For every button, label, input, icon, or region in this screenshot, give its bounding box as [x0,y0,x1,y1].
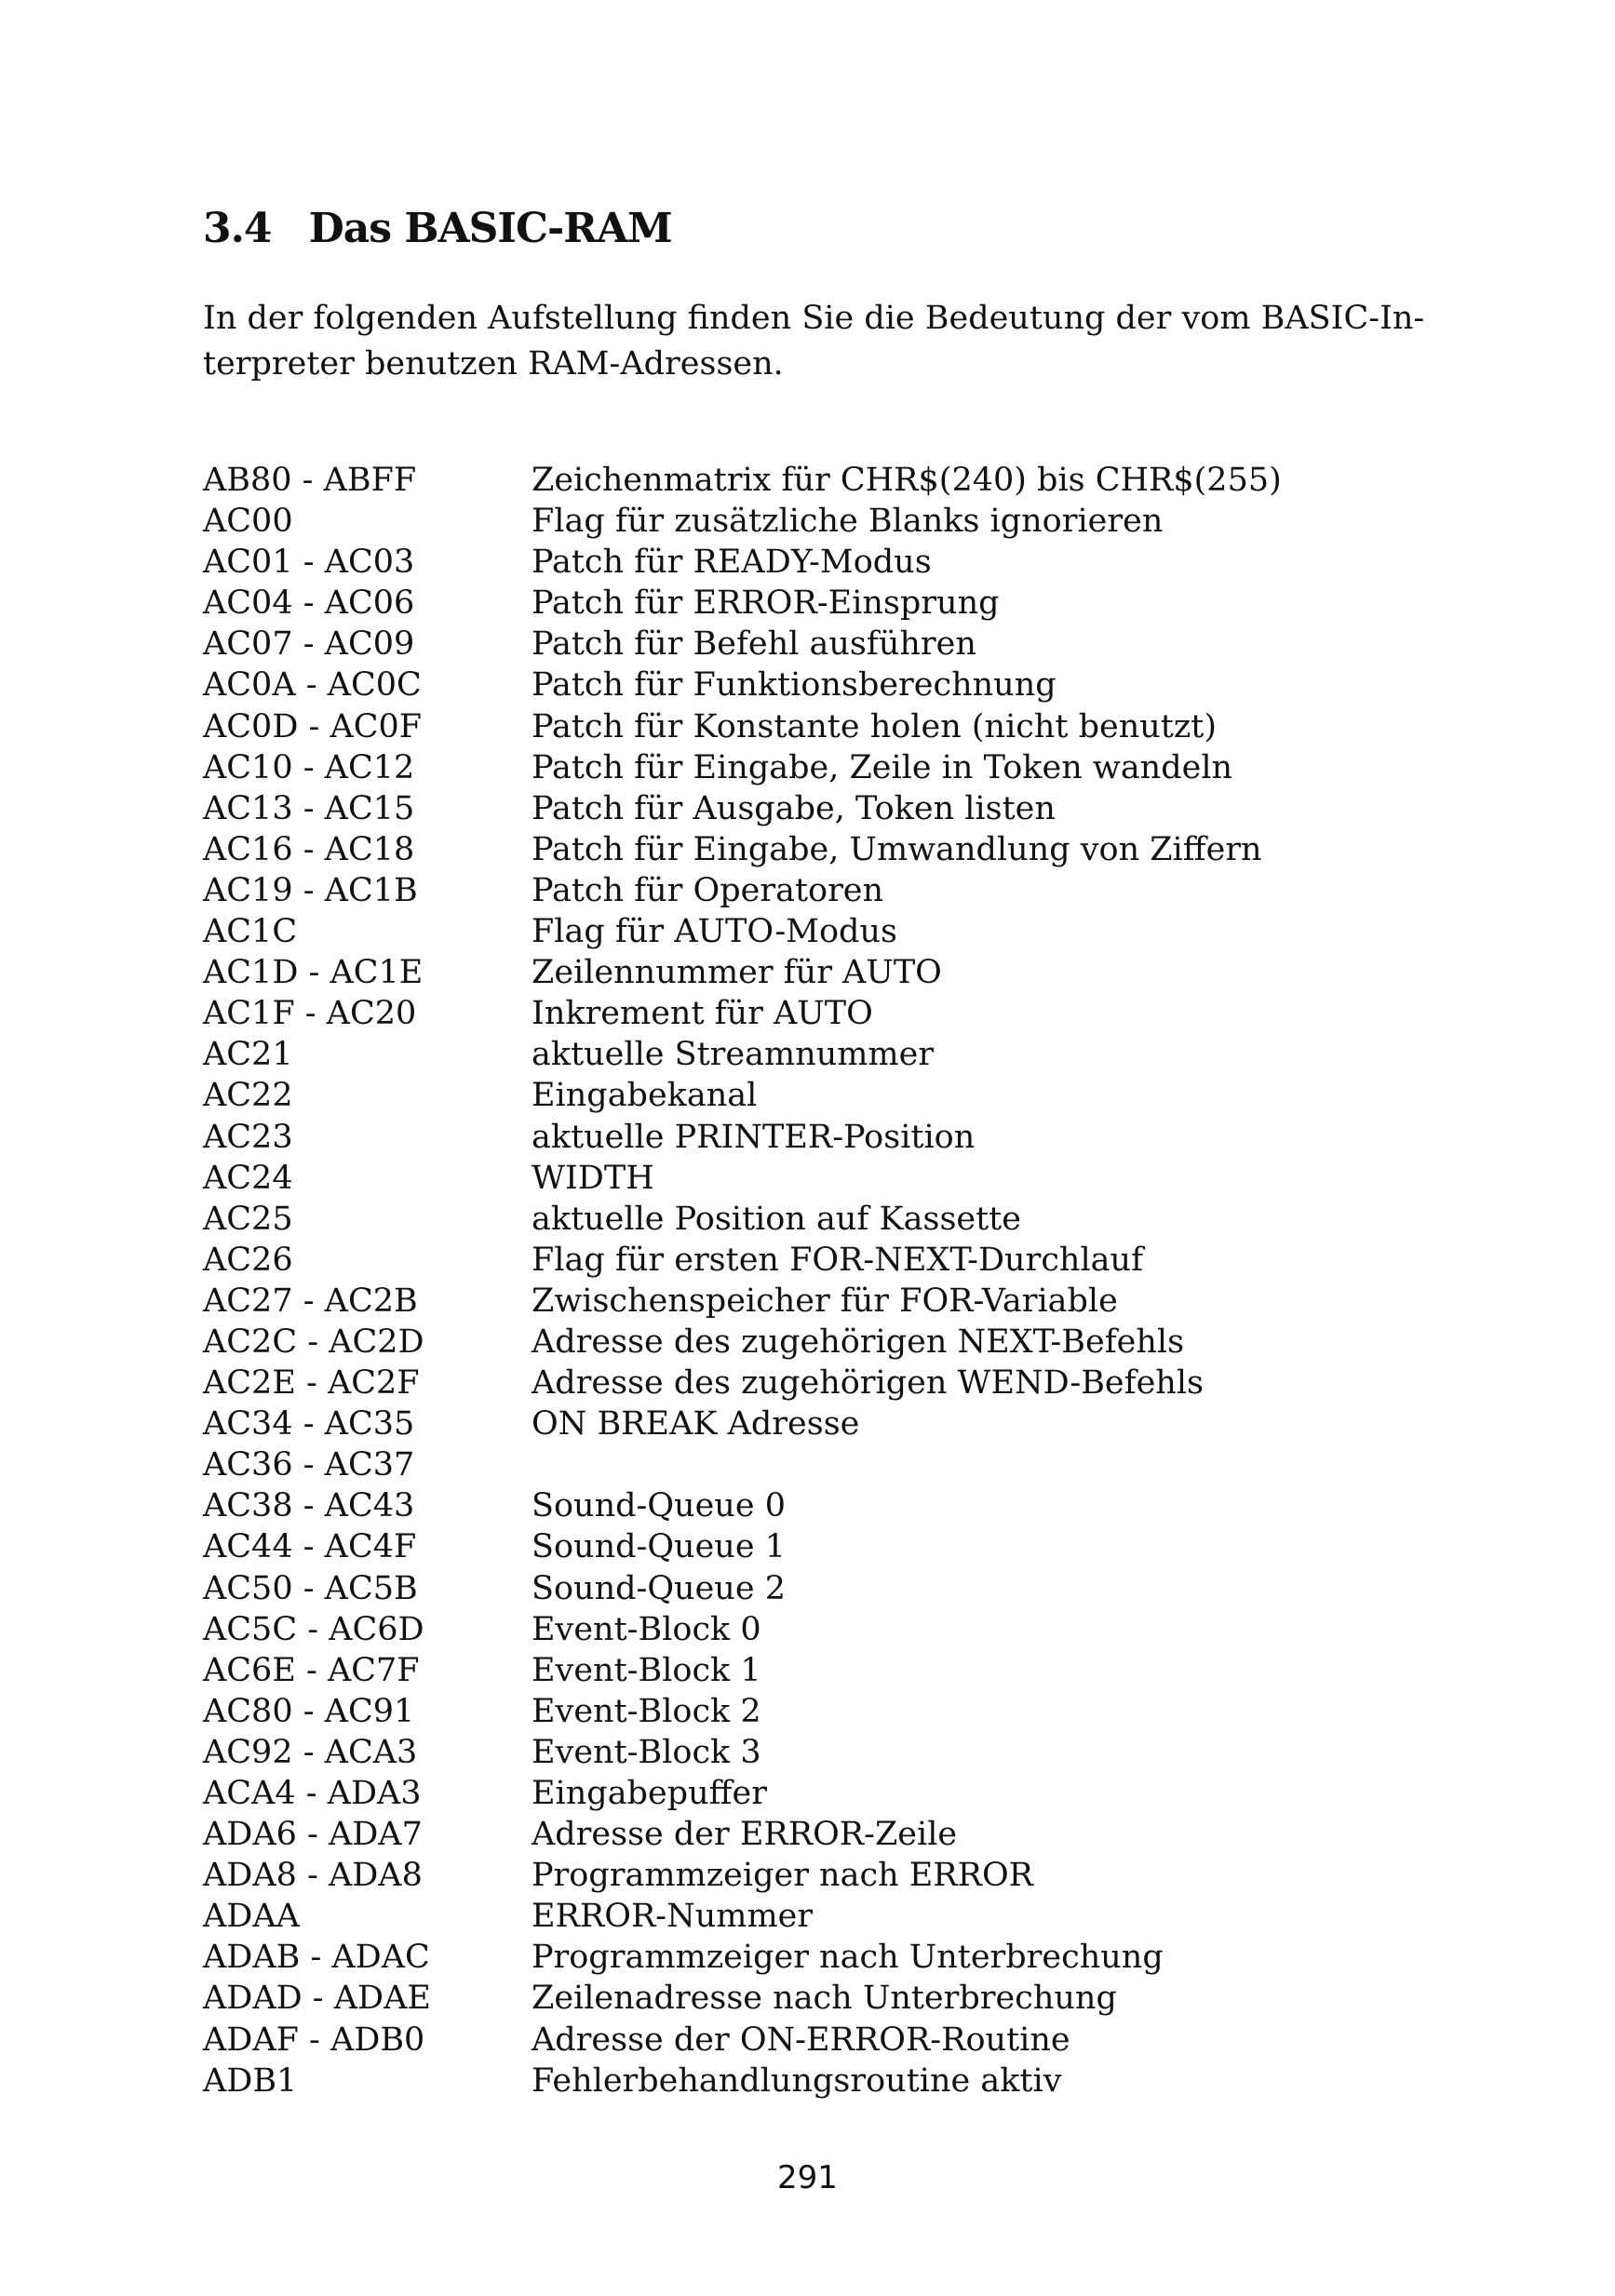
address-range: AC21 [203,1036,293,1074]
address-range: AC22 [203,1077,293,1115]
address-range: AC1F - AC20 [203,995,417,1033]
table-row [203,1855,1413,1896]
address-description: WIDTH [532,1159,654,1197]
address-range: AC07 - AC09 [203,625,415,664]
address-range: AC38 - AC43 [203,1487,415,1525]
address-range: AC2C - AC2D [203,1323,424,1361]
address-description: Flag für AUTO-Modus [532,913,897,951]
address-range: AC2E - AC2F [203,1364,420,1403]
address-range: ADAD - ADAE [203,1980,431,2018]
address-range: ADB1 [203,2061,298,2100]
table-row [203,911,1413,952]
address-range: AC44 - AC4F [203,1528,417,1566]
address-range: AC34 - AC35 [203,1405,415,1443]
address-description: Zeilenadresse nach Unterbrechung [532,1980,1117,2018]
table-row [203,1526,1413,1567]
address-description: Event-Block 2 [532,1692,761,1730]
table-row [203,747,1413,788]
address-description: Patch für Ausgabe, Token listen [532,789,1056,827]
address-description: Zeichenmatrix für CHR$(240) bis CHR$(255) [532,462,1282,499]
address-description: Patch für READY-Modus [532,544,932,582]
table-row [203,501,1413,542]
address-range: ADAF - ADB0 [203,2021,425,2059]
address-description: Fehlerbehandlungsroutine aktiv [532,2061,1062,2100]
intro-line: In der folgenden Aufstellung finden Sie die Bedeutung der vom BASIC-In- [203,300,1425,337]
table-row [203,460,1413,501]
address-description: Eingabekanal [532,1077,758,1115]
address-range: AC1C [203,913,298,951]
table-row [203,1650,1413,1691]
table-row [203,1773,1413,1814]
intro-paragraph [203,296,1469,387]
table-row [203,1691,1413,1732]
intro-line: terpreter benutzen RAM-Adressen. [203,345,784,383]
address-description: Sound-Queue 2 [532,1569,786,1607]
table-row [203,993,1413,1034]
address-description: aktuelle Streamnummer [532,1036,935,1074]
section-heading [203,205,672,252]
address-table [203,460,1413,2101]
table-row [203,1568,1413,1609]
table-row [203,788,1413,829]
address-range: AC00 [203,503,293,541]
table-row [203,1363,1413,1403]
table-row [203,1158,1413,1199]
table-row [203,665,1413,705]
address-range: AC0D - AC0F [203,707,423,745]
address-range: AB80 - ABFF [203,462,417,499]
address-range: ADAB - ADAC [203,1939,430,1977]
address-description: ON BREAK Adresse [532,1405,860,1443]
address-range: AC13 - AC15 [203,789,415,827]
address-range: AC6E - AC7F [203,1651,420,1689]
address-range: AC1D - AC1E [203,954,424,992]
address-range: AC16 - AC18 [203,830,415,868]
table-row [203,1199,1413,1240]
address-range: AC04 - AC06 [203,584,415,623]
address-description: Flag für zusätzliche Blanks ignorieren [532,503,1164,541]
address-range: AC10 - AC12 [203,748,415,786]
table-row [203,1937,1413,1978]
address-range: AC27 - AC2B [203,1282,418,1320]
address-description: aktuelle PRINTER-Position [532,1118,976,1156]
table-row [203,1281,1413,1322]
table-row [203,1814,1413,1855]
address-description: Adresse der ERROR-Zeile [532,1816,958,1854]
address-range: ADA8 - ADA8 [203,1857,423,1895]
address-range: ADAA [203,1898,300,1936]
table-row [203,1117,1413,1158]
address-range: ADA6 - ADA7 [203,1816,423,1854]
table-row [203,1240,1413,1281]
table-row [203,1034,1413,1075]
page-number: 291 [777,2159,838,2196]
address-description: Adresse des zugehörigen WEND-Befehls [532,1364,1204,1403]
address-range: AC26 [203,1241,293,1279]
table-row [203,542,1413,583]
table-row [203,1322,1413,1363]
address-description: Patch für ERROR-Einsprung [532,584,1000,623]
address-description: Flag für ersten FOR-NEXT-Durchlauf [532,1241,1144,1279]
address-range: AC19 - AC1B [203,871,418,909]
address-range: AC25 [203,1200,293,1238]
address-range: AC0A - AC0C [203,666,422,705]
table-row [203,1403,1413,1444]
address-description: Patch für Eingabe, Zeile in Token wandeln [532,748,1233,786]
address-range: AC80 - AC91 [203,1692,415,1730]
table-row [203,624,1413,665]
table-row [203,1896,1413,1937]
table-row [203,706,1413,747]
table-row [203,2061,1413,2101]
table-row [203,1609,1413,1650]
table-row [203,829,1413,870]
section-title: Das BASIC-RAM [308,205,672,252]
address-description: Patch für Eingabe, Umwandlung von Ziffern [532,830,1262,868]
table-row [203,2020,1413,2061]
address-description: Sound-Queue 0 [532,1487,786,1525]
address-description: ERROR-Nummer [532,1898,814,1936]
address-description: Adresse des zugehörigen NEXT-Befehls [532,1323,1185,1361]
address-range: AC50 - AC5B [203,1569,418,1607]
table-row [203,583,1413,624]
address-description: Event-Block 3 [532,1733,761,1771]
table-row [203,1075,1413,1116]
table-row [203,1485,1413,1526]
table-row [203,1732,1413,1773]
address-description: Zeilennummer für AUTO [532,954,942,992]
address-range: AC92 - ACA3 [203,1733,418,1771]
address-description: Sound-Queue 1 [532,1528,786,1566]
address-range: AC24 [203,1159,293,1197]
table-row [203,870,1413,911]
address-description: Patch für Funktionsberechnung [532,666,1056,705]
address-description: Zwischenspeicher für FOR-Variable [532,1282,1118,1320]
address-range: AC36 - AC37 [203,1446,415,1484]
section-number: 3.4 [203,205,272,252]
address-description: aktuelle Position auf Kassette [532,1200,1021,1238]
address-description: Patch für Konstante holen (nicht benutzt) [532,707,1218,745]
address-description: Event-Block 0 [532,1610,761,1648]
address-range: AC23 [203,1118,293,1156]
address-description: Adresse der ON-ERROR-Routine [532,2021,1070,2059]
address-range: AC5C - AC6D [203,1610,424,1648]
address-description: Event-Block 1 [532,1651,761,1689]
address-description: Programmzeiger nach ERROR [532,1857,1034,1895]
address-description: Patch für Operatoren [532,871,884,909]
address-description: Eingabepuffer [532,1775,767,1812]
table-row [203,1978,1413,2019]
address-range: AC01 - AC03 [203,544,415,582]
address-description: Programmzeiger nach Unterbrechung [532,1939,1164,1977]
address-range: ACA4 - ADA3 [203,1775,422,1812]
table-row [203,1444,1413,1485]
table-row [203,952,1413,993]
address-description: Inkrement für AUTO [532,995,873,1033]
address-description: Patch für Befehl ausführen [532,625,976,664]
